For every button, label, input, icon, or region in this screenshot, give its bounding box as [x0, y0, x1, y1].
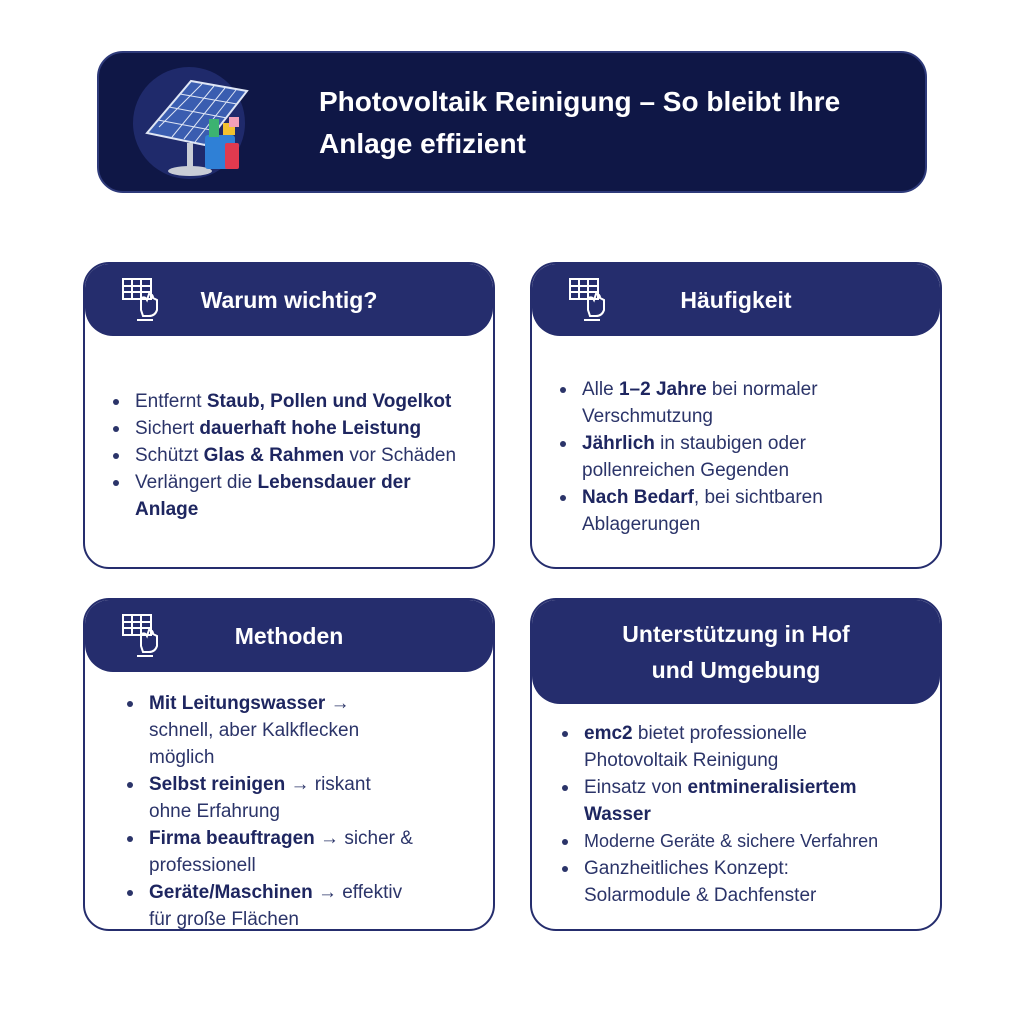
- list-item: Firma beauftragen → sicher & professionell: [125, 825, 415, 879]
- card-header: [532, 600, 940, 704]
- list-item: Nach Bedarf, bei sichtbaren Ablagerungen: [558, 484, 848, 538]
- list-item: Entfernt Staub, Pollen und Vogelkot: [111, 388, 481, 415]
- list-item: Geräte/Maschinen → effektiv für große Flächen: [125, 879, 415, 931]
- list-item: Mit Leitungswasser → schnell, aber Kalkflecken möglich: [125, 690, 415, 771]
- list-item: Jährlich in staubigen oder pollenreichen Gegenden: [558, 430, 848, 484]
- bullet-list: [125, 690, 415, 931]
- solar-hand-icon: [119, 612, 163, 660]
- card-title: Warum wichtig?: [200, 287, 378, 313]
- bullet-list: [111, 388, 481, 523]
- solar-panel-cleaning-icon: [129, 63, 259, 183]
- header-banner: [97, 51, 927, 193]
- bullet-list: [560, 720, 930, 909]
- page-title: Photovoltaik Reinigung – So bleibt Ihre Anlage effizient: [319, 86, 841, 159]
- list-item: Sichert dauerhaft hohe Leistung: [111, 415, 481, 442]
- solar-hand-icon: [119, 276, 163, 324]
- list-item: Ganzheitliches Konzept: Solarmodule & Dachfenster: [560, 855, 930, 909]
- list-item: Selbst reinigen → riskant ohne Erfahrung: [125, 771, 415, 825]
- card-unterstuetzung: [530, 598, 942, 931]
- bullet-list: [558, 376, 848, 538]
- card-methoden: [83, 598, 495, 931]
- card-header: [85, 264, 493, 336]
- card-title: Häufigkeit: [680, 287, 792, 313]
- card-title: Unterstützung in Hof und Umgebung: [622, 621, 850, 683]
- card-title: Methoden: [234, 623, 344, 649]
- card-header: [532, 264, 940, 336]
- list-item: Verlängert die Lebensdauer der Anlage: [111, 469, 481, 523]
- card-warum-wichtig: [83, 262, 495, 569]
- list-item: Alle 1–2 Jahre bei normaler Verschmutzung: [558, 376, 848, 430]
- solar-hand-icon: [566, 276, 610, 324]
- list-item: Schützt Glas & Rahmen vor Schäden: [111, 442, 481, 469]
- card-header: [85, 600, 493, 672]
- list-item: emc2 bietet professionelle Photovoltaik Reinigung: [560, 720, 930, 774]
- list-item: Moderne Geräte & sichere Verfahren: [560, 828, 930, 855]
- list-item: Einsatz von entmineralisiertem Wasser: [560, 774, 930, 828]
- card-haeufigkeit: [530, 262, 942, 569]
